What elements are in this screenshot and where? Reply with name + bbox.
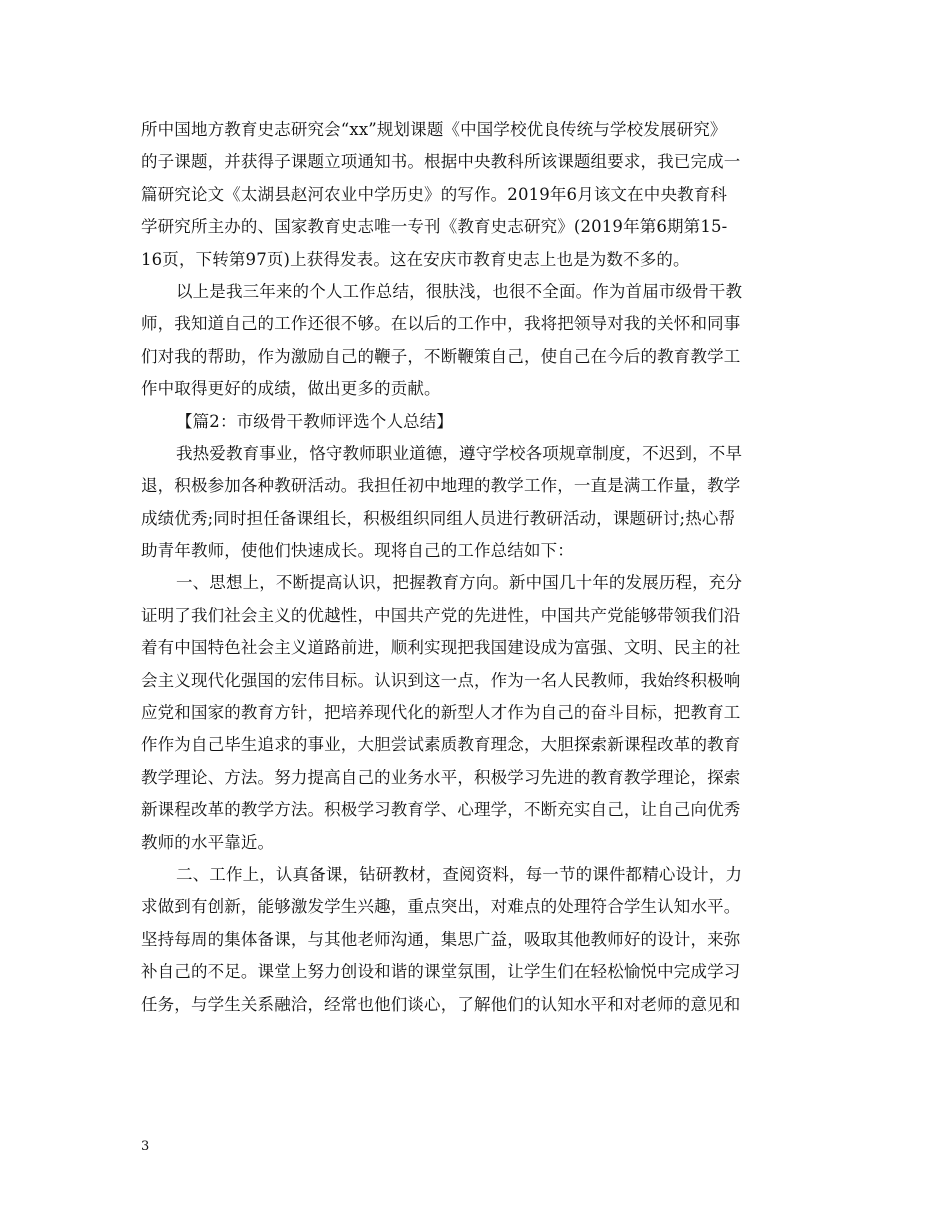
- text-line: 学研究所主办的、国家教育史志唯一专刊《教育史志研究》(2019年第6期第15-: [141, 217, 728, 237]
- document-body: [141, 114, 821, 1021]
- text-line: 坚持每周的集体备课，与其他老师沟通，集思广益，吸取其他教师好的设计，来弥: [141, 929, 741, 949]
- text-line: 着有中国特色社会主义道路前进，顺利实现把我国建设成为富强、文明、民主的社: [141, 638, 741, 658]
- text-line: 作中取得更好的成绩，做出更多的贡献。: [141, 379, 441, 399]
- text-line: 退，积极参加各种教研活动。我担任初中地理的教学工作，一直是满工作量，教学: [141, 476, 741, 496]
- text-line: 篇研究论文《太湖县赵河农业中学历史》的写作。2019年6月该文在中央教育科: [141, 184, 728, 204]
- paragraph-start-line: 以上是我三年来的个人工作总结，很肤浅，也很不全面。作为首届市级骨干教: [176, 281, 743, 301]
- text-line: 证明了我们社会主义的优越性，中国共产党的先进性，中国共产党能够带领我们沿: [141, 605, 741, 625]
- text-line: 教学理论、方法。努力提高自己的业务水平，积极学习先进的教育教学理论，探索: [141, 767, 741, 787]
- text-line: 16页，下转第97页)上获得发表。这在安庆市教育史志上也是为数不多的。: [141, 249, 690, 269]
- text-line: 的子课题，并获得子课题立项通知书。根据中央教科所该课题组要求，我已完成一: [141, 152, 741, 172]
- text-line: 师，我知道自己的工作还很不够。在以后的工作中，我将把领导对我的关怀和同事: [141, 314, 741, 334]
- text-line: 所中国地方教育史志研究会“xx”规划课题《中国学校优良传统与学校发展研究》: [141, 120, 727, 139]
- text-line: 们对我的帮助，作为激励自己的鞭子，不断鞭策自己，使自己在今后的教育教学工: [141, 346, 741, 366]
- text-line: 教师的水平靠近。: [141, 832, 275, 852]
- text-line: 任务，与学生关系融洽，经常也他们谈心，了解他们的认知水平和对老师的意见和: [141, 994, 741, 1014]
- text-line: 新课程改革的教学方法。积极学习教育学、心理学，不断充实自己，让自己向优秀: [141, 800, 741, 820]
- paragraph-start-line: 我热爱教育事业，恪守教师职业道德，遵守学校各项规章制度，不迟到，不早: [176, 443, 743, 463]
- text-line: 作作为自己毕生追求的事业，大胆尝试素质教育理念，大胆探索新课程改革的教育: [141, 735, 741, 755]
- paragraph-start-line: 一、思想上，不断提高认识，把握教育方向。新中国几十年的发展历程，充分: [176, 573, 743, 593]
- page-number: 3: [141, 1139, 150, 1154]
- text-line: 应党和国家的教育方针，把培养现代化的新型人才作为自己的奋斗目标，把教育工: [141, 703, 741, 723]
- text-line: 补自己的不足。课堂上努力创设和谐的课堂氛围，让学生们在轻松愉悦中完成学习: [141, 962, 741, 982]
- text-line: 助青年教师，使他们快速成长。现将自己的工作总结如下：: [141, 541, 574, 561]
- text-line: 成绩优秀;同时担任备课组长，积极组织同组人员进行教研活动，课题研讨;热心帮: [141, 508, 736, 528]
- section-heading: 【篇2：市级骨干教师评选个人总结】: [176, 411, 454, 431]
- paragraph-start-line: 二、工作上，认真备课，钻研教材，查阅资料，每一节的课件都精心设计，力: [176, 864, 743, 884]
- text-line: 求做到有创新，能够激发学生兴趣，重点突出，对难点的处理符合学生认知水平。: [141, 897, 741, 917]
- text-line: 会主义现代化强国的宏伟目标。认识到这一点，作为一名人民教师，我始终积极响: [141, 670, 741, 690]
